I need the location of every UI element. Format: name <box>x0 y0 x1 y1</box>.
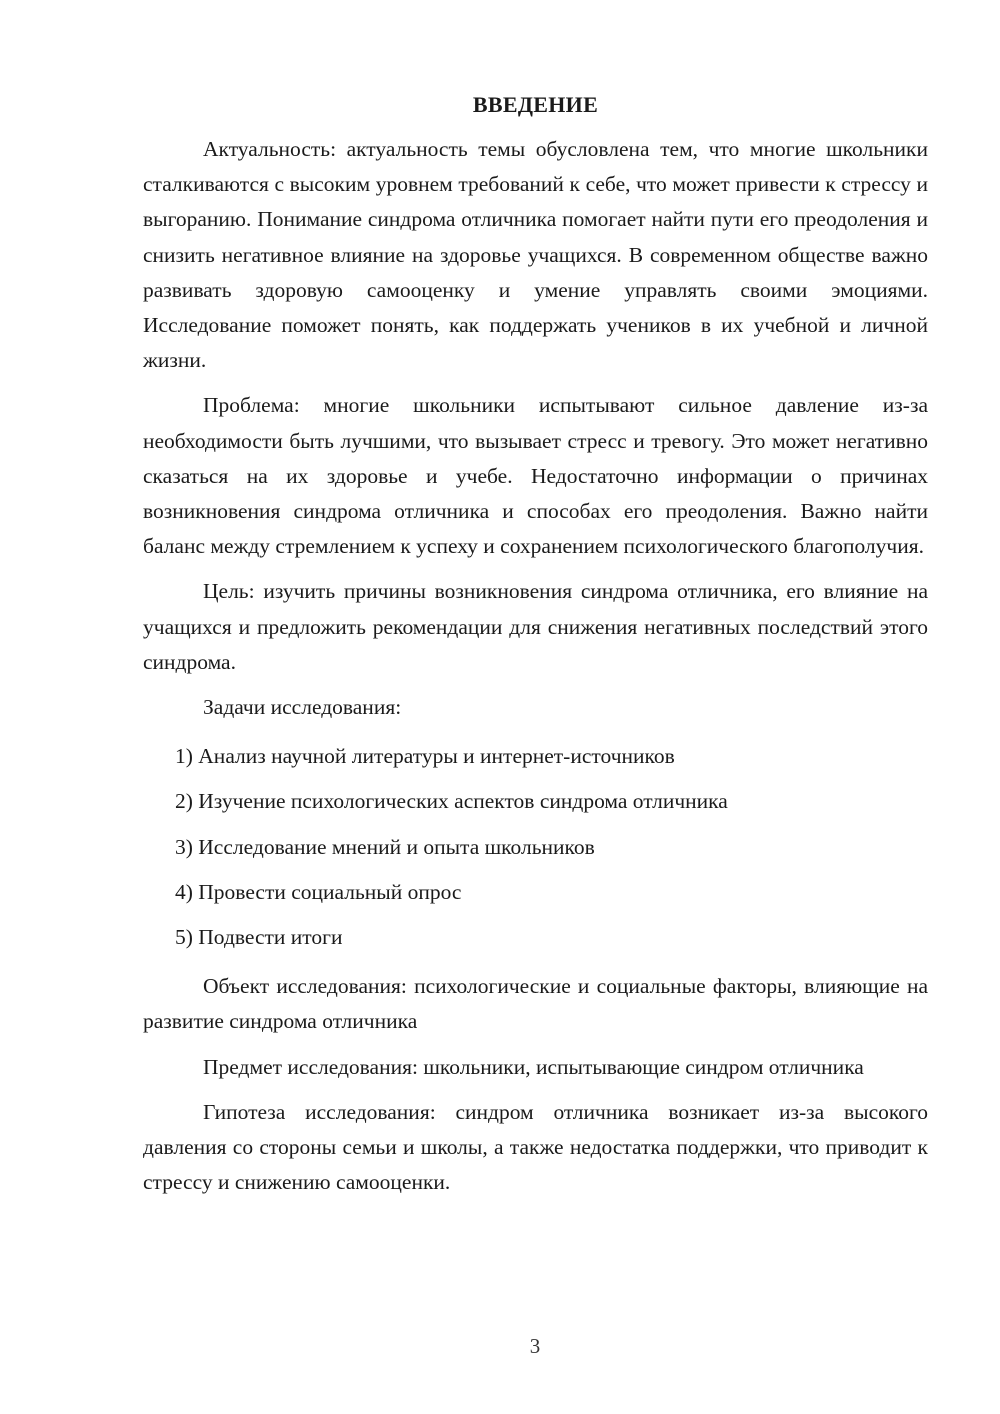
paragraph-object: Объект исследования: психологические и социальные факторы, влияющие на развитие синдрома отличника <box>143 974 928 1034</box>
list-item: 4) Провести социальный опрос <box>175 879 462 904</box>
list-item: 5) Подвести итоги <box>175 925 343 950</box>
tasks-list <box>143 739 928 955</box>
paragraph-problem: Проблема: многие школьники испытывают сильное давление из-за необходимости быть лучшими, что вызывает стресс и тревогу. Это может негативно сказаться на их здоровье и учебе. Недостаточно информации о причинах возникновения синдрома отличника и способах его преодоления. Важно найти баланс между стремлением к успеху и сохранением психологического благополучия. <box>143 393 928 559</box>
paragraph-goal: Цель: изучить причины возникновения синдрома отличника, его влияние на учащихся и предложить рекомендации для снижения негативных последствий этого синдрома. <box>143 579 928 674</box>
tasks-title: Задачи исследования: <box>203 695 402 720</box>
page-number: 3 <box>529 1334 541 1358</box>
list-item: 3) Исследование мнений и опыта школьников <box>175 834 595 859</box>
document-page <box>143 92 928 1210</box>
paragraph-relevance: Актуальность: актуальность темы обусловлена тем, что многие школьники сталкиваются с высоким уровнем требований к себе, что может привести к стрессу и выгоранию. Понимание синдрома отличника помогает найти пути его преодоления и снизить негативное влияние на здоровье учащихся. В современном обществе важно развивать здоровую самооценку и умение управлять своими эмоциями. Исследование поможет понять, как поддержать учеников в их учебной и личной жизни. <box>143 137 928 373</box>
paragraph-hypothesis: Гипотеза исследования: синдром отличника возникает из-за высокого давления со стороны семьи и школы, а также недостатка поддержки, что приводит к стрессу и снижению самооценки. <box>143 1099 928 1195</box>
list-item: 2) Изучение психологических аспектов синдрома отличника <box>175 789 728 814</box>
paragraph-subject: Предмет исследования: школьники, испытывающие синдром отличника <box>203 1054 864 1079</box>
page-title: ВВЕДЕНИЕ <box>472 92 599 117</box>
list-item: 1) Анализ научной литературы и интернет-источников <box>175 744 675 769</box>
